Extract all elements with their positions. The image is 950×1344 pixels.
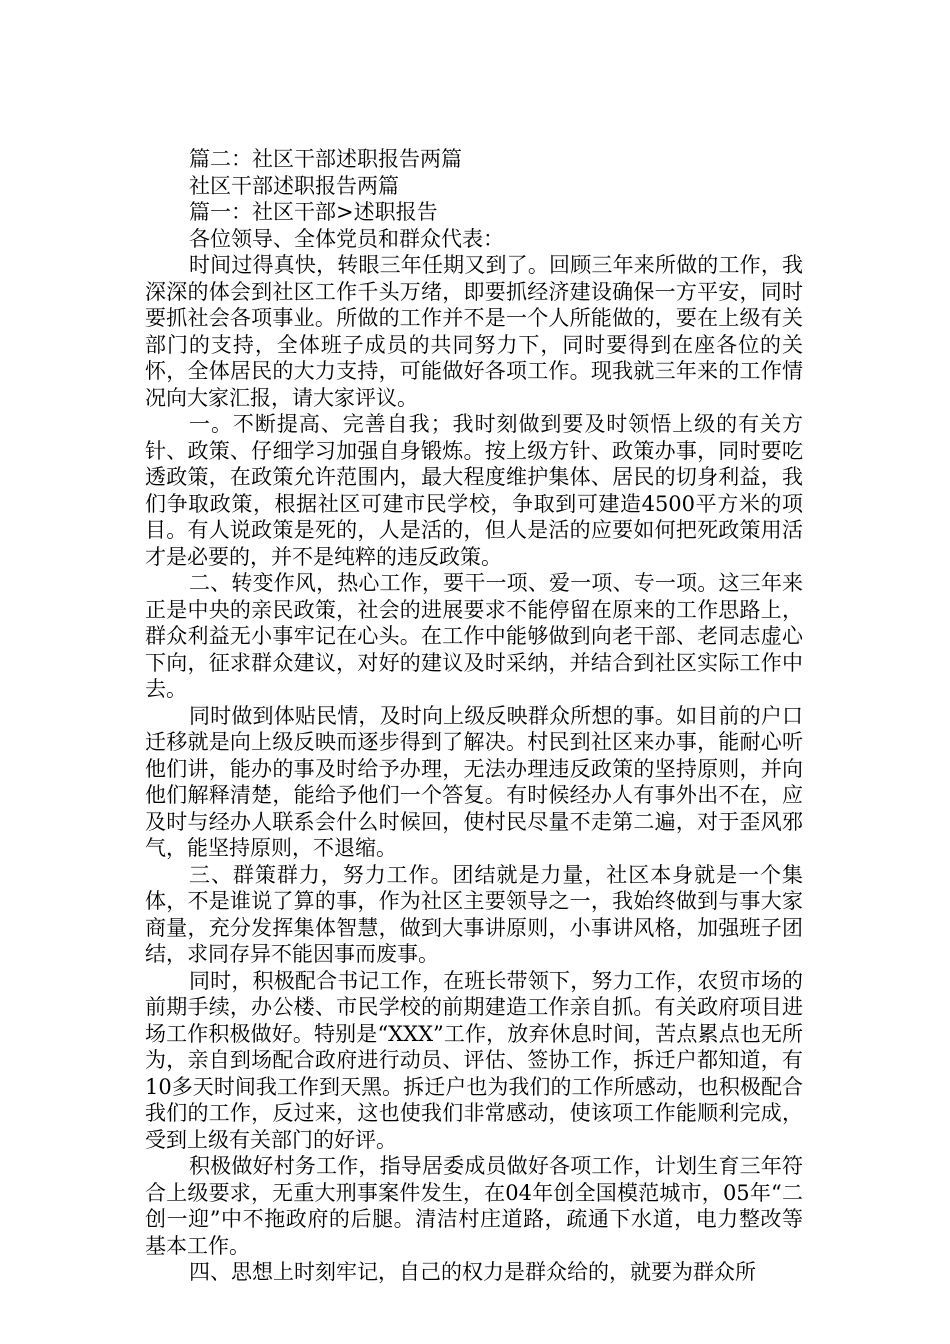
document-heading-2: 社区干部述职报告两篇 <box>189 173 399 198</box>
paragraph-4: 同时做到体贴民情，及时向上级反映群众所想的事。如目前的户口迁移就是向上级反映而逐步得到了解决。村民到社区来办事，能耐心听他们讲，能办的事及时给予办理，无法办理违反政策的坚持原则，并向他们解释清楚，能给予他们一个答复。有时候经办人有事外出不在，应及时与经办人联系会什么时候回，使村民尽量不走第二遍，对于歪风邪气，能坚持原则，不退缩。 <box>145 703 803 860</box>
document-heading-3: 篇一：社区干部>述职报告 <box>189 200 438 224</box>
paragraph-1: 时间过得真快，转眼三年任期又到了。回顾三年来所做的工作，我深深的体会到社区工作千头万绪，即要抓经济建设确保一方平安，同时要抓社会各项事业。所做的工作并不是一个人所能做的，要在上级有关部门的支持，全体班子成员的共同努力下，同时要得到在座各位的关怀，全体居民的大力支持，可能做好各项工作。现我就三年来的工作情况向大家汇报，请大家评议。 <box>145 253 803 410</box>
paragraph-2: 一。不断提高、完善自我；我时刻做到要及时领悟上级的有关方针、政策、仔细学习加强自身锻炼。按上级方针、政策办事，同时要吃透政策，在政策允许范围内，最大程度维护集体、居民的切身利益，我们争取政策，根据社区可建市民学校，争取到可建造4500平方米的项目。有人说政策是死的，人是活的，但人是活的应要如何把死政策用活才是必要的，并不是纯粹的违反政策。 <box>145 412 803 569</box>
paragraph-7: 积极做好村务工作，指导居委成员做好各项工作，计划生育三年符合上级要求，无重大刑事案件发生，在04年创全国模范城市，05年“二创一迎”中不拖政府的后腿。清洁村庄道路，疏通下水道，电力整改等基本工作。 <box>145 1154 803 1258</box>
paragraph-8: 四、思想上时刻牢记，自己的权力是群众给的，就要为群众所 <box>189 1260 756 1284</box>
paragraph-6: 同时，积极配合书记工作，在班长带领下，努力工作，农贸市场的前期手续，办公楼、市民学校的前期建造工作亲自抓。有关政府项目进场工作积极做好。特别是“XXX”工作，放弃休息时间，苦点累点也无所为，亲自到场配合政府进行动员、评估、签协工作，拆迁户都知道，有10多天时间我工作到天黑。拆迁户也为我们的工作所感动，也积极配合我们的工作，反过来，这也使我们非常感动，使该项工作能顺利完成，受到上级有关部门的好评。 <box>145 968 803 1152</box>
paragraph-3: 二、转变作风，热心工作，要干一项、爱一项、专一项。这三年来正是中央的亲民政策，社会的进展要求不能停留在原来的工作思路上，群众利益无小事牢记在心头。在工作中能够做到向老干部、老同志虚心下向，征求群众建议，对好的建议及时采纳，并结合到社区实际工作中去。 <box>145 571 803 701</box>
document-heading-1: 篇二：社区干部述职报告两篇 <box>189 147 462 171</box>
document-greeting: 各位领导、全体党员和群众代表： <box>189 226 504 251</box>
document-page <box>145 146 803 1286</box>
paragraph-5: 三、群策群力，努力工作。团结就是力量，社区本身就是一个集体，不是谁说了算的事，作为社区主要领导之一，我始终做到与事大家商量，充分发挥集体智慧，做到大事讲原则，小事讲风格，加强班子团结，求同存异不能因事而废事。 <box>145 862 803 966</box>
